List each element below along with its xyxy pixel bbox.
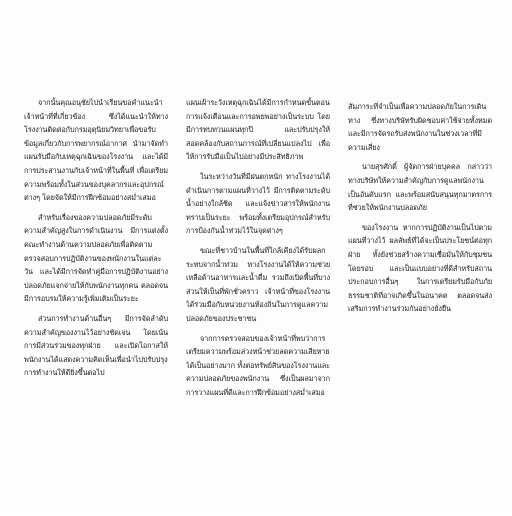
paragraph: ของโรงงาน หากการปฏิบัติงานเป็นไปตามแผนที่วางไว้ ผลลัพธ์ที่ได้จะเป็นประโยชน์ต่อทุกฝ่าย ทั้งยังช่วยสร้างความเชื่อมั่นให้กับชุมชนโดยรอบ และเป็นแบบอย่างที่ดีสำหรับสถานประกอบการอื่นๆ ในการเตรียมรับมือกับภัยธรรมชาติที่อาจเกิดขึ้นในอนาคต ตลอดจนส่งเสริมการทำงานร่วมกันอย่างยั่งยืน [348, 222, 492, 314]
paragraph: สำหรับเรื่องของความปลอดภัยมีระดับความสำคัญสูงในการดำเนินงาน มีการแต่งตั้งคณะทำงานด้านความปลอดภัยเพื่อติดตามตรวจสอบการปฏิบัติงานของพนักงานในแต่ละวัน และได้มีการจัดทำคู่มือการปฏิบัติงานอย่างปลอดภัยแจกจ่ายให้กับพนักงานทุกคน ตลอดจนมีการอบรมให้ความรู้เพิ่มเติมเป็นระยะ [24, 212, 168, 304]
text-column-3 [348, 100, 492, 516]
paragraph: ส่วนการทำงานด้านอื่นๆ มีการจัดลำดับความสำคัญของงานไว้อย่างชัดเจน โดยเน้นการมีส่วนร่วมของทุกฝ่าย และเปิดโอกาสให้พนักงานได้แสดงความคิดเห็นเพื่อนำไปปรับปรุงการทำงานให้ดียิ่งขึ้นต่อไป [24, 313, 168, 378]
text-column-1 [24, 96, 168, 512]
paragraph: จากการตรวจสอบของเจ้าหน้าที่พบว่าการเตรียมความพร้อมล่วงหน้าช่วยลดความเสียหายได้เป็นอย่างมาก ทั้งต่อทรัพย์สินของโรงงานและความปลอดภัยของพนักงาน ซึ่งเป็นผลมาจากการวางแผนที่ดีและการฝึกซ้อมอย่างสม่ำเสมอ [186, 333, 330, 397]
paragraph: ในระหว่างวันที่มีฝนตกหนัก ทางโรงงานได้ดำเนินการตามแผนที่วางไว้ มีการติดตามระดับน้ำอย่างใกล้ชิด และแจ้งข่าวสารให้พนักงานทราบเป็นระยะ พร้อมทั้งเตรียมอุปกรณ์สำหรับการป้องกันน้ำท่วมไว้ในจุดต่างๆ [186, 171, 330, 236]
paragraph: จากนั้นคุณอนุชัยไปนำเรียนขอคำแนะนำเจ้าหน้าที่ที่เกี่ยวข้อง ซึ่งได้แนะนำให้ทางโรงงานติดต่อกับกรมอุตุนิยมวิทยาเพื่อขอรับข้อมูลเกี่ยวกับการพยากรณ์อากาศ นำมาจัดทำแผนรับมือกับเหตุฉุกเฉินของโรงงาน และได้มีการประสานงานกับเจ้าหน้าที่ในพื้นที่ เพื่อเตรียมความพร้อมทั้งในส่วนของบุคลากรและอุปกรณ์ต่างๆ โดยจัดให้มีการฝึกซ้อมอย่างสม่ำเสมอ [24, 98, 168, 203]
paragraph: สัมภาระที่จำเป็นเพื่อความปลอดภัยในการเดินทาง ซึ่งทางบริษัทรับผิดชอบค่าใช้จ่ายทั้งหมด และมีการจัดรถรับส่งพนักงานในช่วงเวลาที่มีความเสี่ยง [348, 102, 492, 152]
text-column-2 [186, 96, 330, 512]
paragraph: แผนเฝ้าระวังเหตุฉุกเฉินได้มีการกำหนดขั้นตอนการแจ้งเตือนและการอพยพอย่างเป็นระบบ โดยมีการทบทวนแผนทุกปี และปรับปรุงให้สอดคล้องกับสถานการณ์ที่เปลี่ยนแปลงไป เพื่อให้การรับมือเป็นไปอย่างมีประสิทธิภาพ [186, 98, 330, 162]
paragraph: นายสุรศักดิ์ ผู้จัดการฝ่ายบุคคล กล่าวว่า ทางบริษัทให้ความสำคัญกับการดูแลพนักงานเป็นอันดับแรก และพร้อมสนับสนุนทุกมาตรการที่ช่วยให้พนักงานปลอดภัย [348, 162, 492, 213]
paragraph: ขณะที่ชาวบ้านในพื้นที่ใกล้เคียงได้รับผลกระทบจากน้ำท่วม ทางโรงงานได้ให้ความช่วยเหลือด้านอาหารและน้ำดื่ม รวมถึงเปิดพื้นที่บางส่วนให้เป็นที่พักชั่วคราว เจ้าหน้าที่ของโรงงานได้ร่วมมือกับหน่วยงานท้องถิ่นในการดูแลความปลอดภัยของประชาชน [186, 245, 330, 323]
